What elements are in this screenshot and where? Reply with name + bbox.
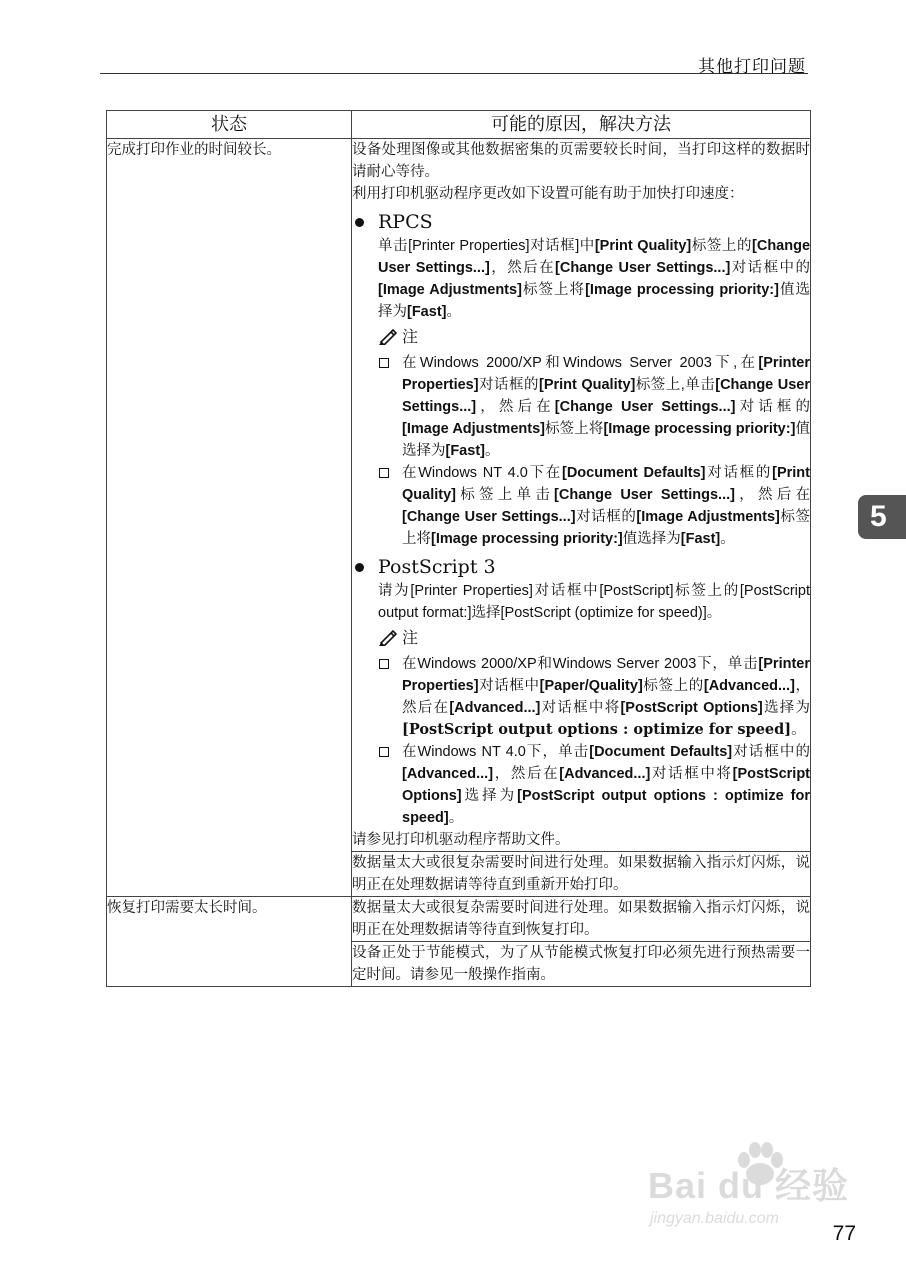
solution-cell	[352, 942, 811, 987]
note-item: 在Windows 2000/XP和Windows Server 2003下,在[Printer Properties]对话框的[Print Quality]标签上,单击[Change User Settings...]，然后在[Change User Settings...]对话框的[Image Adjustments]标签上将[Image processing priority:]值选择为[Fast]。	[352, 352, 810, 462]
header-rule	[100, 73, 808, 74]
checkbox-bullet-icon	[379, 659, 389, 669]
page-header-title: 其他打印问题	[698, 57, 806, 77]
pencil-note-icon	[378, 628, 398, 653]
chapter-tab: 5	[858, 495, 906, 539]
status-text: 完成打印作业的时间较长。	[107, 142, 281, 158]
note-label: 注	[402, 327, 419, 346]
solution-paragraph: 设备处理图像或其他数据密集的页需要较长时间，当打印这样的数据时请耐心等待。	[352, 142, 810, 180]
rpcs-instructions: 单击[Printer Properties]对话框]中[Print Quality]标签上的[Change User Settings...]，然后在[Change User Settings...]对话框中的[Image Adjustments]标签上将[Image processing priority:]值选择为[Fast]。	[378, 238, 811, 320]
solution-paragraph: 利用打印机驱动程序更改如下设置可能有助于加快打印速度：	[352, 186, 744, 202]
solution-paragraph: 数据量太大或很复杂需要时间进行处理。如果数据输入指示灯闪烁，说明正在处理数据请等待直到恢复打印。	[352, 900, 810, 938]
see-also-text: 请参见打印机驱动程序帮助文件。	[352, 832, 570, 848]
solution-paragraph: 数据量太大或很复杂需要时间进行处理。如果数据输入指示灯闪烁，说明正在处理数据请等待直到重新开始打印。	[352, 855, 810, 893]
checkbox-bullet-icon	[379, 747, 389, 757]
bullet-heading-postscript	[352, 554, 810, 580]
solution-paragraph: 设备正处于节能模式，为了从节能模式恢复打印必须先进行预热需要一定时间。请参见一般操作指南。	[352, 945, 810, 983]
column-header-solution: 可能的原因，解决方法	[352, 111, 811, 139]
solution-cell	[352, 852, 811, 897]
postscript-instructions: 请为[Printer Properties]对话框中[PostScript]标签上的[PostScript output format:]选择[PostScript (optimize for speed)]。	[378, 583, 810, 621]
bullet-dot-icon	[355, 563, 364, 572]
bullet-heading-rpcs	[352, 209, 810, 235]
bullet-title: PostScript 3	[378, 556, 496, 578]
checkbox-bullet-icon	[379, 358, 389, 368]
page-number: 77	[832, 1222, 856, 1245]
note-item: 在Windows 2000/XP和Windows Server 2003下，单击[Printer Properties]对话框中[Paper/Quality]标签上的[Advanced...]，然后在[Advanced...]对话框中将[PostScript Options]选择为[PostScript output options : optimize for speed]。	[352, 653, 810, 741]
table-row	[107, 897, 811, 942]
solution-cell	[352, 139, 811, 852]
bullet-dot-icon	[355, 218, 364, 227]
solution-cell	[352, 897, 811, 942]
table-row	[107, 139, 811, 852]
watermark-url: jingyan.baidu.com	[650, 1210, 779, 1227]
note-item: 在Windows NT 4.0下，单击[Document Defaults]对话框中的[Advanced...]，然后在[Advanced...]对话框中将[PostScript Options]选择为[PostScript output options : optimize for speed]。	[352, 741, 810, 829]
note-item: 在Windows NT 4.0下在[Document Defaults]对话框的[Print Quality]标签上单击[Change User Settings...]，然后在[Change User Settings...]对话框的[Image Adjustments]标签上将[Image processing priority:]值选择为[Fast]。	[352, 462, 810, 550]
status-cell	[107, 139, 352, 897]
status-text: 恢复打印需要太长时间。	[107, 900, 267, 916]
checkbox-bullet-icon	[379, 468, 389, 478]
baidu-jingyan-watermark	[648, 1140, 858, 1250]
bullet-title: RPCS	[378, 211, 433, 233]
note-heading	[352, 325, 810, 352]
troubleshooting-table	[106, 110, 811, 987]
note-label: 注	[402, 628, 419, 647]
status-cell	[107, 897, 352, 987]
note-heading	[352, 626, 810, 653]
column-header-status: 状态	[107, 111, 352, 139]
pencil-note-icon	[378, 327, 398, 352]
table-header-row	[107, 111, 811, 139]
watermark-brand: Bai du 经验	[648, 1165, 850, 1206]
